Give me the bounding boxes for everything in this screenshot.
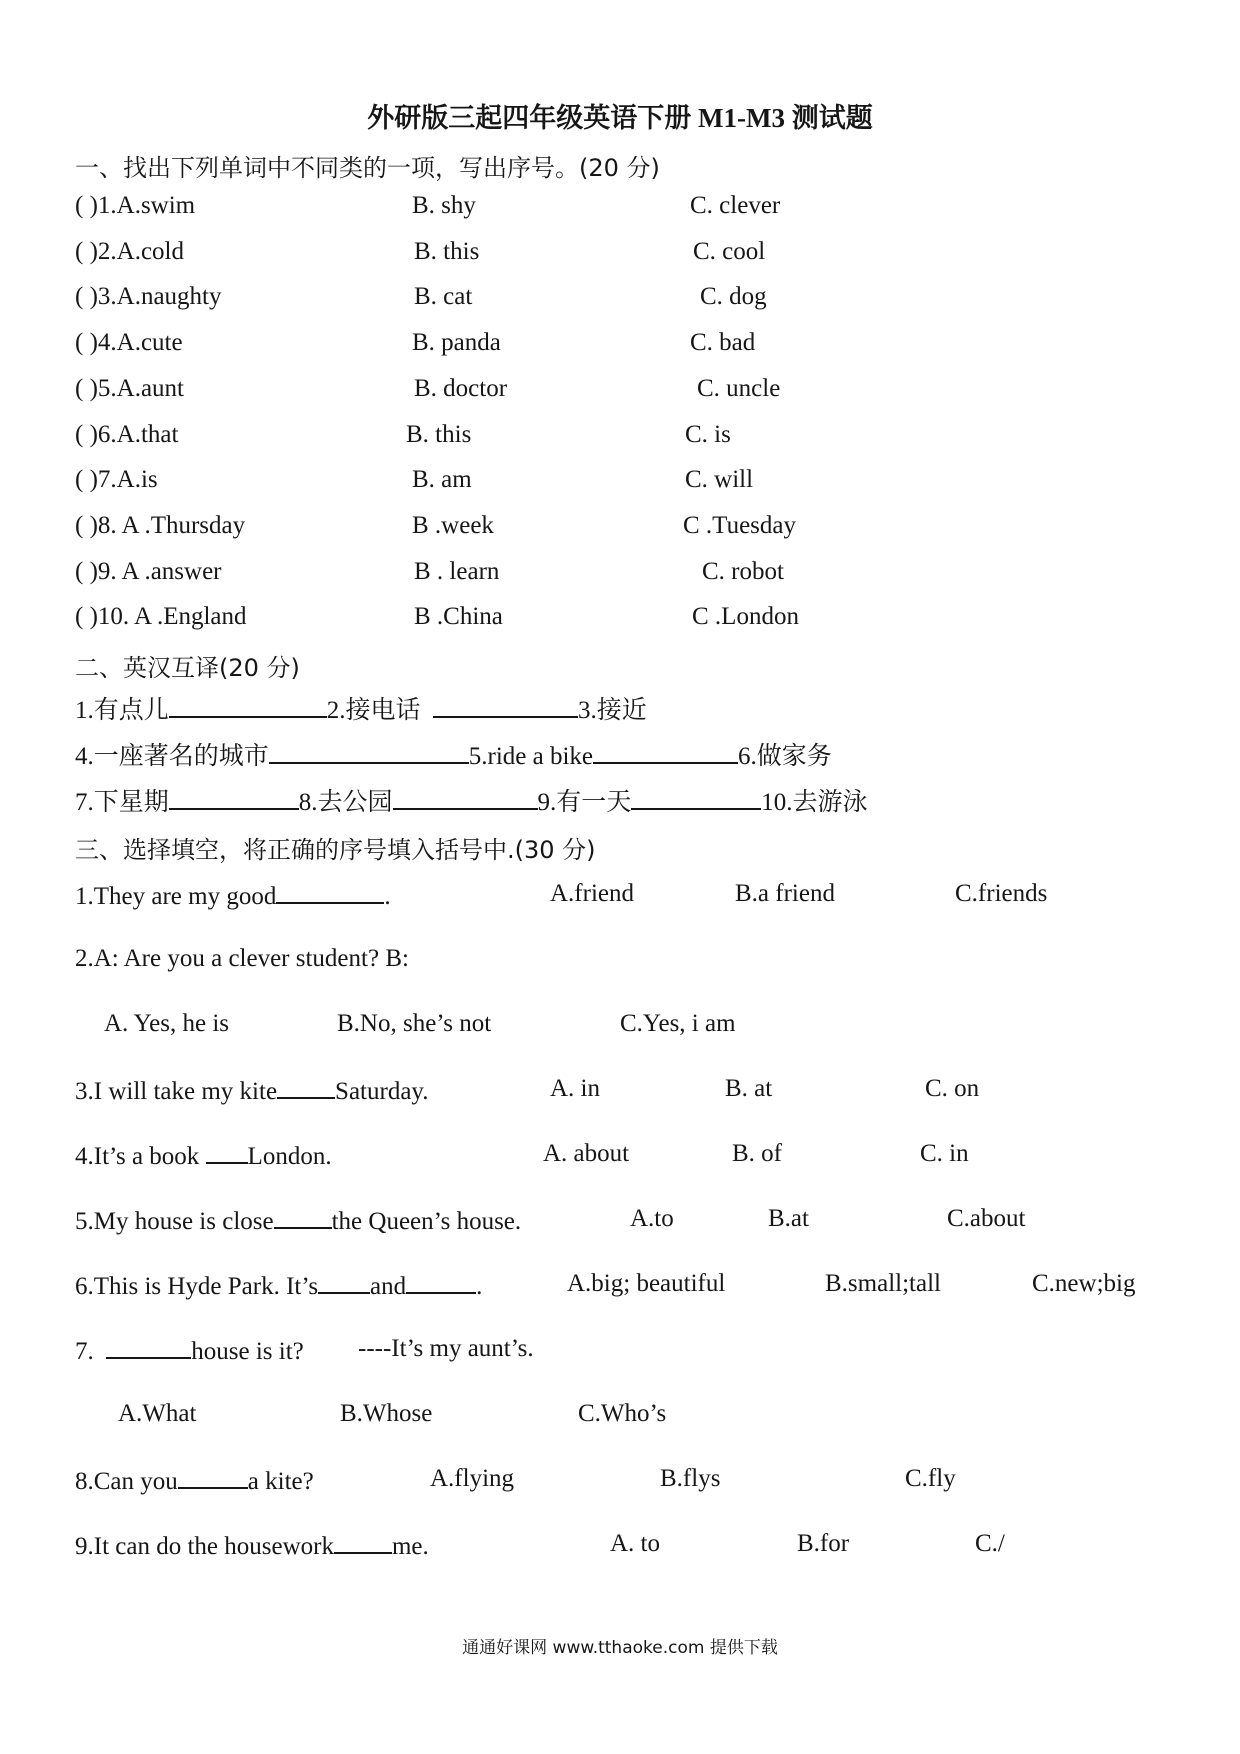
q8-option-b: B.flys <box>660 1465 721 1492</box>
answer-blank[interactable] <box>169 786 299 810</box>
question-text: 6.This is Hyde Park. It’s <box>75 1273 319 1300</box>
section1-heading: 一、找出下列单词中不同类的一项，写出序号。(20 分) <box>75 154 660 182</box>
q5-option-c: C.about <box>947 1205 1026 1232</box>
answer-blank[interactable] <box>178 1465 248 1489</box>
translation-line-2 <box>75 736 832 772</box>
word-item-7-a: ( )7.A.is <box>75 466 158 494</box>
q4-option-a: A. about <box>543 1140 630 1167</box>
question-text: London. <box>247 1143 332 1170</box>
word-item-10-c: C .London <box>692 603 799 631</box>
word-item-6-b: B. this <box>406 420 472 448</box>
question-text: 5.My house is close <box>75 1208 274 1235</box>
translation-item: 1.有点儿 <box>75 697 169 724</box>
question-text: Saturday. <box>335 1078 429 1105</box>
word-item-9-c: C. robot <box>702 557 784 585</box>
section3-heading: 三、选择填空，将正确的序号填入括号中.(30 分) <box>75 836 596 864</box>
answer-blank[interactable] <box>274 1205 332 1229</box>
word-item-4-b: B. panda <box>412 329 501 357</box>
section2-heading: 二、英汉互译(20 分) <box>75 654 300 682</box>
answer-blank[interactable] <box>406 1270 476 1294</box>
translation-line-3 <box>75 782 868 818</box>
q8-option-a: A.flying <box>430 1465 515 1492</box>
q3-option-a: A. in <box>550 1075 600 1102</box>
footer-credit: 通通好课网 www.tthaoke.com 提供下载 <box>462 1638 778 1658</box>
translation-item: 4.一座著名的城市 <box>75 743 269 770</box>
q8-option-c: C.fly <box>905 1465 956 1492</box>
translation-item: 8.去公园 <box>298 789 393 816</box>
answer-blank[interactable] <box>393 786 538 810</box>
q2-option-b: B.No, she’s not <box>337 1010 492 1037</box>
question-text: me. <box>391 1533 429 1560</box>
q7-option-a: A.What <box>118 1400 197 1427</box>
word-item-5-a: ( )5.A.aunt <box>75 374 184 402</box>
answer-blank[interactable] <box>169 694 327 718</box>
translation-item: 5.ride a bike <box>468 743 594 770</box>
word-item-2-b: B. this <box>414 237 480 265</box>
question-text: 4.It’s a book <box>75 1143 206 1170</box>
word-item-3-b: B. cat <box>414 283 473 311</box>
question-9 <box>75 1530 429 1561</box>
translation-item: 2.接电话 <box>326 697 421 724</box>
word-item-2-a: ( )2.A.cold <box>75 237 184 265</box>
word-item-3-c: C. dog <box>700 283 767 311</box>
page-title: 外研版三起四年级英语下册 M1-M3 测试题 <box>367 103 873 133</box>
question-text: . <box>384 883 391 910</box>
q9-option-a: A. to <box>610 1530 660 1557</box>
question-1 <box>75 880 391 911</box>
word-item-8-c: C .Tuesday <box>683 511 796 539</box>
q6-option-b: B.small;tall <box>825 1270 941 1297</box>
answer-blank[interactable] <box>206 1140 248 1164</box>
word-item-2-c: C. cool <box>693 237 766 265</box>
question-text: and <box>370 1273 407 1300</box>
word-item-6-a: ( )6.A.that <box>75 420 179 448</box>
word-item-5-b: B. doctor <box>414 374 508 402</box>
answer-blank[interactable] <box>106 1335 191 1359</box>
word-item-9-b: B . learn <box>414 557 500 585</box>
word-item-9-a: ( )9. A .answer <box>75 557 222 585</box>
question-8 <box>75 1465 314 1496</box>
word-item-1-c: C. clever <box>690 192 781 219</box>
q9-option-c: C./ <box>975 1530 1005 1557</box>
question-3 <box>75 1075 429 1106</box>
word-item-10-b: B .China <box>414 603 503 631</box>
q3-option-c: C. on <box>925 1075 980 1102</box>
translation-item: 7.下星期 <box>75 789 169 816</box>
question-4 <box>75 1140 332 1171</box>
word-item-3-a: ( )3.A.naughty <box>75 283 222 311</box>
translation-line-1 <box>75 690 647 726</box>
question-text: 9.It can do the housework <box>75 1533 334 1560</box>
question-5 <box>75 1205 521 1236</box>
q1-option-c: C.friends <box>955 880 1048 907</box>
word-item-5-c: C. uncle <box>697 374 781 402</box>
q7-option-c: C.Who’s <box>578 1400 667 1427</box>
q1-option-b: B.a friend <box>735 880 835 907</box>
question-text: 1.They are my good <box>75 883 277 910</box>
answer-blank[interactable] <box>631 786 761 810</box>
answer-blank[interactable] <box>277 1075 335 1099</box>
word-item-7-b: B. am <box>412 466 472 494</box>
answer-blank[interactable] <box>269 740 469 764</box>
word-item-6-c: C. is <box>685 420 731 448</box>
question-2: 2.A: Are you a clever student? B: <box>75 945 409 972</box>
q4-option-b: B. of <box>732 1140 782 1167</box>
q7-answer: ----It’s my aunt’s. <box>358 1335 534 1362</box>
question-text: house is it? <box>191 1338 304 1365</box>
q5-option-b: B.at <box>768 1205 809 1232</box>
question-7 <box>75 1335 304 1366</box>
translation-item: 10.去游泳 <box>761 789 868 816</box>
question-text: 3.I will take my kite <box>75 1078 278 1105</box>
question-text: . <box>476 1273 483 1300</box>
question-text: the Queen’s house. <box>331 1208 522 1235</box>
word-item-8-a: ( )8. A .Thursday <box>75 511 246 539</box>
question-text: 7. <box>75 1338 107 1365</box>
q9-option-b: B.for <box>797 1530 850 1557</box>
q6-option-c: C.new;big <box>1032 1270 1136 1297</box>
q5-option-a: A.to <box>630 1205 674 1232</box>
answer-blank[interactable] <box>334 1530 392 1554</box>
question-6 <box>75 1270 482 1301</box>
q2-option-a: A. Yes, he is <box>104 1010 230 1037</box>
translation-item: 6.做家务 <box>738 743 832 770</box>
translation-item: 9.有一天 <box>537 789 632 816</box>
answer-blank[interactable] <box>318 1270 370 1294</box>
q2-option-c: C.Yes, i am <box>620 1010 736 1037</box>
q4-option-c: C. in <box>920 1140 969 1167</box>
question-text: a kite? <box>247 1468 314 1495</box>
word-item-10-a: ( )10. A .England <box>75 603 247 631</box>
word-item-1-b: B. shy <box>412 192 476 219</box>
word-item-7-c: C. will <box>685 466 754 494</box>
answer-blank[interactable] <box>433 694 578 718</box>
answer-blank[interactable] <box>276 880 384 904</box>
q1-option-a: A.friend <box>550 880 634 907</box>
word-item-8-b: B .week <box>412 511 494 539</box>
q3-option-b: B. at <box>725 1075 773 1102</box>
word-item-1-a: ( )1.A.swim <box>75 192 196 219</box>
answer-blank[interactable] <box>593 740 738 764</box>
q7-option-b: B.Whose <box>340 1400 433 1427</box>
word-item-4-c: C. bad <box>690 329 756 357</box>
question-text: 8.Can you <box>75 1468 178 1495</box>
q6-option-a: A.big; beautiful <box>567 1270 726 1297</box>
word-item-4-a: ( )4.A.cute <box>75 329 183 357</box>
translation-item: 3.接近 <box>578 697 647 724</box>
